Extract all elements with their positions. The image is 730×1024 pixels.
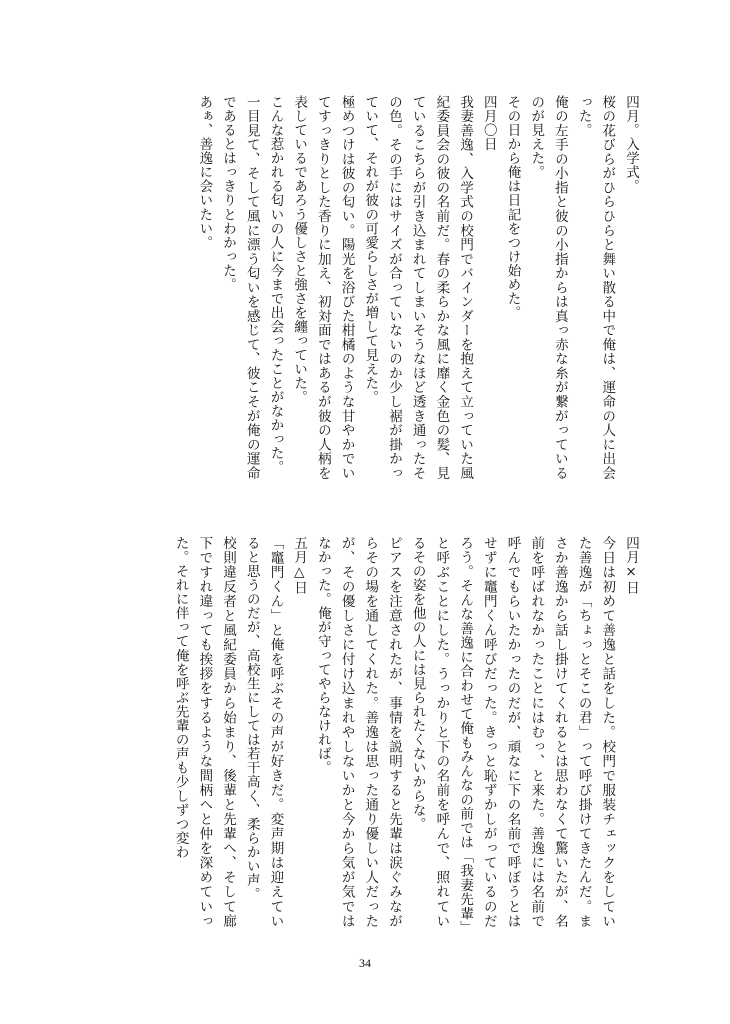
- entry-date-heading: 四月〇日: [480, 95, 497, 152]
- paragraph: 今日は初めて善逸と話をした。校門で服装チェックをしていた善逸が「ちょっとそこの君」って呼び掛けてきたんだ。まさか善逸から話し掛けてくれるとは思わなくて驚いたが、名前を呼ばれなかったことにはむっ、と来た。善逸には名前で呼んでもらいたかったのだが、頑なに下の名前で呼ぼうとはせずに竈門くん呼びだった。きっと恥ずかしがっているのだろう。そんな善逸に合わせて俺もみんなの前では「我妻先輩」と呼ぶことにした。うっかりと下の名前を呼んで、照れているその姿を他の人には見られたくないからな。: [409, 536, 616, 928]
- paragraph: 俺の左手の小指と彼の小指からは真っ赤な糸が繋がっているのが見えた。: [528, 95, 568, 480]
- entry-date-heading: 四月×日: [623, 536, 639, 595]
- paragraph: 四月。入学式。: [623, 95, 639, 194]
- upper-text-block: [92, 95, 642, 480]
- paragraph: ピアスを注意されたが、事情を説明すると先輩は涙ぐみながらその場を通してくれた。善逸は思った通り優しい人だったが、その優しさに付け込まれやしないかと今から気が気ではなかった。俺が守ってやらなければ。: [314, 536, 402, 928]
- entry-date-heading: 五月△日: [291, 536, 308, 595]
- paragraph: あぁ、善逸に会いたい。: [196, 95, 213, 250]
- lower-text-block: [92, 536, 642, 928]
- paragraph: 校則違反者と風紀委員から始まり、後輩と先輩へ、そして廊下ですれ違っても挨拶をするような間柄へと仲を深めていった。それに伴って俺を呼ぶ先輩の声も少しずつ変わ: [172, 536, 237, 928]
- paragraph: 一目見て、そして風に漂う匂いを感じて、彼こそが俺の運命であるとはっきりとわかった。: [220, 95, 260, 480]
- paragraph: こんな惹かれる匂いの人に今まで出会ったことがなかった。: [267, 95, 284, 475]
- page-number: 34: [359, 956, 371, 970]
- paragraph: 我妻善逸、入学式の校門でバインダーを抱えて立っていた風紀委員会の彼の名前だ。春の柔らかな風に靡く金色の髪、見ているこちらが引き込まれてしまいそうなほど透き通ったその色。その手にはサイズが合っていないのか少し裾が掛かっていて、それが彼の可愛らしさが増して見えた。: [362, 95, 474, 480]
- paragraph: 「竈門くん」と俺を呼ぶその声が好きだ。変声期は迎えていると思うのだが、高校生にしては若干高く、柔らかい声。: [243, 536, 284, 928]
- paragraph: 桜の花びらがひらひらと舞い散る中で俺は、運命の人に出会った。: [575, 95, 616, 480]
- paragraph: その日から俺は日記をつけ始めた。: [504, 95, 521, 320]
- paragraph: 極めつけは彼の匂い。陽光を浴びた柑橘のような甘やかでいてすっきりとした香りに加え、初対面ではあるが彼の人柄を表しているであろう優しさと強さを纏っていた。: [291, 95, 355, 480]
